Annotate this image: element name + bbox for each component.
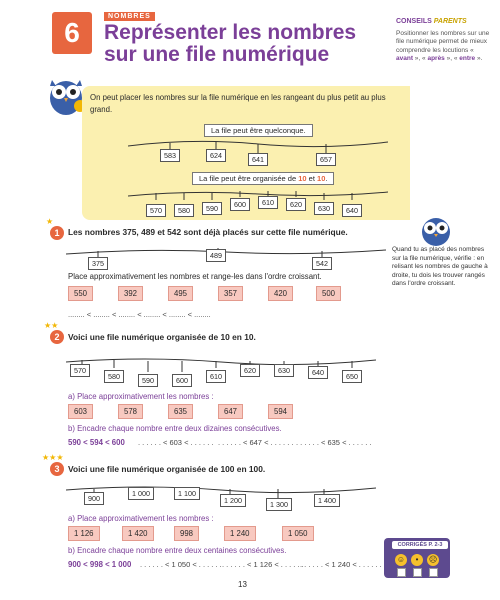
part-a: a) Place approximativement les nombres : bbox=[68, 514, 214, 523]
number-box: 998 bbox=[174, 526, 199, 541]
example-frame: 590 < 594 < 600 bbox=[68, 438, 125, 447]
line-value: 600 bbox=[172, 374, 192, 387]
smiley-neutral-icon: • bbox=[411, 554, 423, 566]
line2-value: 620 bbox=[286, 198, 306, 211]
checkbox[interactable] bbox=[397, 568, 406, 577]
conseils-heading bbox=[396, 18, 492, 27]
checkbox[interactable] bbox=[413, 568, 422, 577]
line-value: 375 bbox=[88, 257, 108, 270]
number-box: 550 bbox=[68, 286, 93, 301]
corriges-label: CORRIGÉS P. 2-3 bbox=[392, 541, 448, 549]
exercise-number: 1 bbox=[50, 226, 64, 240]
chapter-number: 6 bbox=[52, 12, 92, 54]
line-value: 900 bbox=[84, 492, 104, 505]
number-box: 1 420 bbox=[122, 526, 154, 541]
exercise1-number-line bbox=[66, 244, 386, 266]
line-value: 610 bbox=[206, 370, 226, 383]
answer-field[interactable]: . . . . . . < 603 < . . . . . . bbox=[138, 438, 214, 447]
line-value: 620 bbox=[240, 364, 260, 377]
checkbox[interactable] bbox=[429, 568, 438, 577]
answer-field[interactable]: . . . . . . < 1 050 < . . . . . . bbox=[140, 560, 222, 569]
title-line-1: Représenter les nombres bbox=[104, 21, 357, 44]
line-value: 1 300 bbox=[266, 498, 292, 511]
page-title bbox=[104, 22, 384, 66]
number-box: 357 bbox=[218, 286, 243, 301]
number-box: 420 bbox=[268, 286, 293, 301]
lesson-text: On peut placer les nombres sur la file numérique en les rangeant du plus petit au plus grand. bbox=[90, 93, 386, 114]
answer-field[interactable]: . . . . . . < 1 126 < . . . . . . bbox=[222, 560, 304, 569]
exercise-instruction: Place approximativement les nombres et range-les dans l'ordre croissant. bbox=[68, 272, 322, 281]
answer-field[interactable]: . . . . . . < 647 < . . . . . . bbox=[218, 438, 294, 447]
line2-value: 590 bbox=[202, 202, 222, 215]
number-box: 635 bbox=[168, 404, 193, 419]
star-icon: ★★★ bbox=[42, 453, 64, 462]
line2-value: 570 bbox=[146, 204, 166, 217]
conseils-parents bbox=[396, 18, 492, 64]
side-note: Quand tu as placé des nombres sur la file numérique, vérifie : en relisant les nombres de gauche à droite, tu dois les trouver rangés dans l'ordre croissant. bbox=[392, 246, 488, 287]
answer-field[interactable]: . . . . . . < 1 240 < . . . . . . bbox=[300, 560, 382, 569]
lesson-pill-any: La file peut être quelconque. bbox=[204, 124, 313, 137]
line-value: 590 bbox=[138, 374, 158, 387]
owl-helper-icon bbox=[414, 208, 458, 248]
line1-value: 583 bbox=[160, 149, 180, 162]
number-box: 495 bbox=[168, 286, 193, 301]
exercise-title: Voici une file numérique organisée de 100 en 100. bbox=[68, 464, 266, 474]
chapter-tag: NOMBRES bbox=[104, 12, 155, 21]
line-value: 630 bbox=[274, 364, 294, 377]
line-value: 1 200 bbox=[220, 494, 246, 507]
number-box: 1 050 bbox=[282, 526, 314, 541]
line-value: 1 400 bbox=[314, 494, 340, 507]
star-icon: ★★ bbox=[44, 321, 59, 330]
number-box: 603 bbox=[68, 404, 93, 419]
exercise-number: 3 bbox=[50, 462, 64, 476]
line-value: 570 bbox=[70, 364, 90, 377]
exercise-title: Voici une file numérique organisée de 10 en 10. bbox=[68, 332, 256, 342]
title-line-2: sur une file numérique bbox=[104, 43, 330, 66]
line2-value: 610 bbox=[258, 196, 278, 209]
line2-value: 640 bbox=[342, 204, 362, 217]
part-b: b) Encadre chaque nombre entre deux dizaines consécutives. bbox=[68, 424, 282, 433]
exercise-title: Les nombres 375, 489 et 542 sont déjà placés sur cette file numérique. bbox=[68, 227, 348, 237]
answer-field[interactable]: ........ < ........ < ........ < ........ < ........ < ........ bbox=[68, 310, 211, 319]
conseils-label-suffix: PARENTS bbox=[433, 18, 467, 25]
line-value: 489 bbox=[206, 249, 226, 262]
line2-value: 630 bbox=[314, 202, 334, 215]
number-box: 392 bbox=[118, 286, 143, 301]
line1-value: 624 bbox=[206, 149, 226, 162]
line-value: 1 100 bbox=[174, 487, 200, 500]
part-a: a) Place approximativement les nombres : bbox=[68, 392, 214, 401]
number-box: 1 126 bbox=[68, 526, 100, 541]
line-value: 542 bbox=[312, 257, 332, 270]
star-icon: ★ bbox=[46, 217, 54, 226]
number-box: 1 240 bbox=[224, 526, 256, 541]
conseils-text: Positionner les nombres sur une file numérique permet de mieux comprendre les locutions « avant », « après », « entre ». bbox=[396, 29, 490, 62]
example-frame: 900 < 998 < 1 000 bbox=[68, 560, 132, 569]
part-b: b) Encadre chaque nombre entre deux centaines consécutives. bbox=[68, 546, 287, 555]
number-box: 578 bbox=[118, 404, 143, 419]
smiley-happy-icon: ☺ bbox=[396, 555, 406, 564]
page-number: 13 bbox=[238, 580, 247, 589]
line1-value: 657 bbox=[316, 153, 336, 166]
line-value: 650 bbox=[342, 370, 362, 383]
line-value: 580 bbox=[104, 370, 124, 383]
conseils-label: CONSEILS bbox=[396, 18, 432, 25]
lesson-pill-ordered: La file peut être organisée de 10 et 10. bbox=[192, 172, 334, 185]
answer-field[interactable]: . . . . . . < 635 < . . . . . . bbox=[296, 438, 372, 447]
number-box: 594 bbox=[268, 404, 293, 419]
line-value: 1 000 bbox=[128, 487, 154, 500]
smiley-sad-icon: ☹ bbox=[428, 555, 438, 564]
number-box: 647 bbox=[218, 404, 243, 419]
line1-value: 641 bbox=[248, 153, 268, 166]
line2-value: 580 bbox=[174, 204, 194, 217]
exercise-number: 2 bbox=[50, 330, 64, 344]
line2-value: 600 bbox=[230, 198, 250, 211]
line-value: 640 bbox=[308, 366, 328, 379]
number-box: 500 bbox=[316, 286, 341, 301]
